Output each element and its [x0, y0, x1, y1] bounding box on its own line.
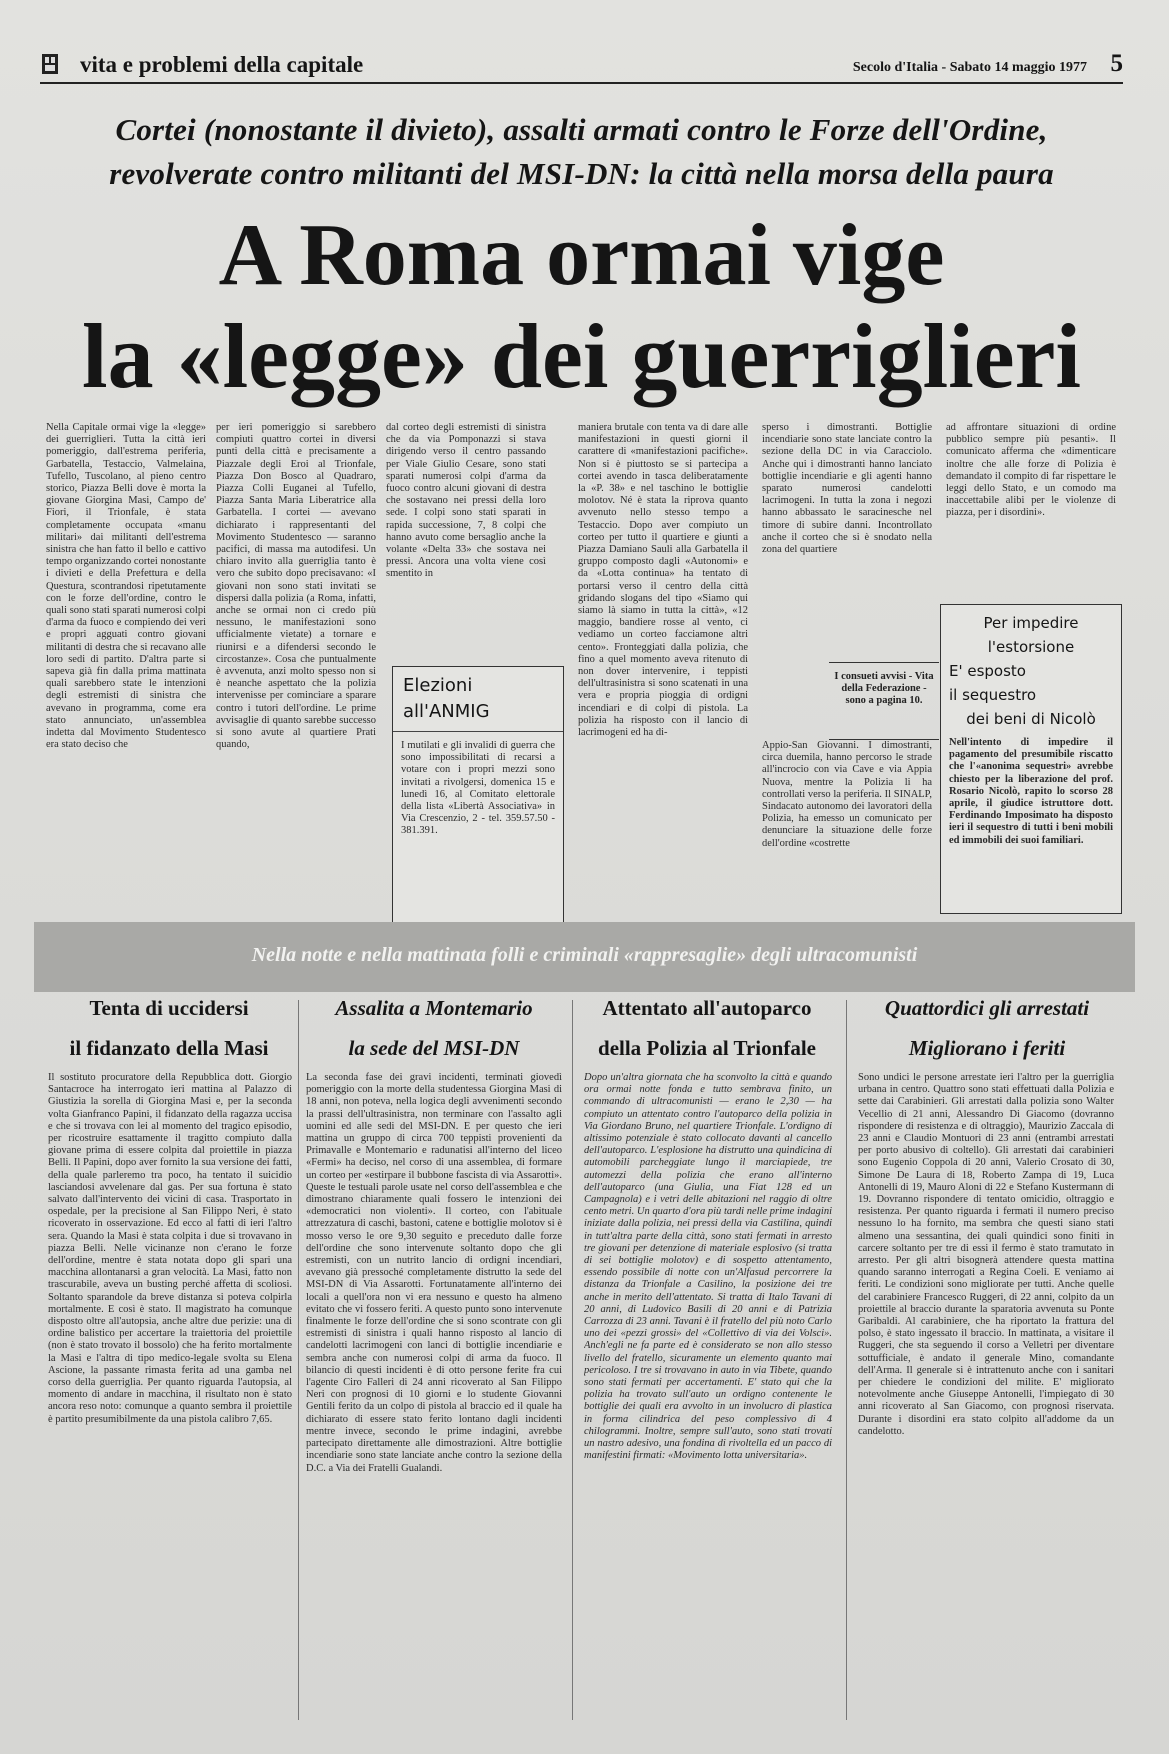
article-4-title-line-2: Migliorano i feriti [908, 1036, 1066, 1060]
nicolo-title-4: il sequestro [949, 686, 1037, 704]
federation-reference-box: I consueti avvisi - Vita della Federazione - sono a pagina 10. [829, 662, 939, 740]
main-story-column-1: Nella Capitale ormai vige la «legge» dei guerriglieri. Tutta la città ieri pomeriggio, dall'estrema periferia, Garbatella, Testaccio, Valmelaina, Tufello, Tuscolano, al pieno centro storico, Piazza Belli dove è morta la giovane Giorgina Masi, Campo de' Fiori, il Trionfale, è stata completamente occupata «manu militari» dai militanti dell'estrema sinistra che han fatto il bello e cattivo tempo organizzando cortei nonostante i divieti e della Prefettura e della Questura, scontrandosi ripetutamente con le forze dell'ordine, contro le quali sono stati sparati numerosi colpi d'arma da fuoco e compiendo dei veri e propri agguati contro giovani militanti di destra che si recavano alle loro sedi di partito. D'altra parte si sapeva già fin dalla prima mattinata quali sarebbero state le intenzioni degli estremisti di sinistra che avevano in programma, come era stato annunciato, un'assemblea indetta dal Movimento Studentesco era stato deciso che [46, 422, 206, 751]
banner-text: Nella notte e nella mattinata folli e criminali «rappresaglie» degli ultracomunisti [251, 944, 918, 966]
page-number: 5 [1110, 50, 1123, 77]
article-1-title-line-1: Tenta di uccidersi [89, 996, 249, 1020]
column-rule [298, 1000, 299, 1720]
article-1-title [44, 988, 294, 1068]
headline-line-1: A Roma ormai vige [218, 207, 945, 304]
anmig-box-body: I mutilati e gli invalidi di guerra che sono impossibilitati di recarsi a votare con i propri mezzi sono invitati a rivolgersi, domenica 15 e lunedì 16, al Comitato elettorale della lista «Libertà Associativa» in Via Crescenzio, 2 - tel. 359.57.50 - 381.391. [401, 740, 555, 837]
column-rule [846, 1000, 847, 1720]
article-3-title-line-1: Attentato all'autoparco [602, 996, 812, 1020]
nicolo-title-1: Per impedire [983, 614, 1079, 632]
headline-line-2: la «legge» dei guerriglieri [82, 305, 1081, 407]
main-story-column-4: maniera brutale con tenta va di dare alle manifestazioni in questi giorni il carattere di «manifestazioni pacifiche». Non si è piuttosto se si partecipa a cortei avendo in tasca deliberatamente la «P. 38» e nel taschino le bottiglie molotov. Né è stata la riprova quanto avvenuto nello stesso tempo a Testaccio. Dopo aver compiuto un corteo per tutto il quartiere e giunti a Piazza Damiano Sauli alla Garbatella il gruppo composto dagli «Autonomi» e da «Lotta continua» ha tentato di portarsi verso il centro della città gridando slogans del tipo «Siamo qui siamo là siamo in tutta la città», «12 maggio, bandiere rosse al vento, ci vediamo un corteo facciamone altri cento». Fronteggiati dalla polizia, che fino a quel momento aveva ritenuto di non dover intervenire, i teppisti dell'ultrasinistra si sono scatenati in una vera e propria pioggia di ordigni incendiari e di colpi di pistola. La polizia ha risposto con il lancio di lacrimogeni ed ha di- [578, 422, 748, 739]
article-2-title-line-2: la sede del MSI-DN [348, 1036, 520, 1060]
article-2-title-line-1: Assalita a Montemario [335, 996, 533, 1020]
nicolo-title-3: E' esposto [949, 662, 1026, 680]
section-title: vita e problemi della capitale [80, 52, 364, 77]
article-4-body: Sono undici le persone arrestate ieri l'altro per la guerriglia urbana in centro. Quattro sono stati effettuati dalla Polizia e sette dai Carabinieri. Gli arrestati dalla polizia sono Walter Vecellio di 21 anni, Alessandro Di Giacomo (dovranno rispondere di resistenza e di oltraggio), Maurizio Zaccala di 23 anni e Claudio Montuori di 23 anni (entrambi arrestati per porto abusivo di coltello). Gli arrestati dai carabinieri sono Eugenio Coppola di 20 anni, Valerio Crosato di 30, Simone De Laura di 18, Roberto Zampa di 19, Luca Antonelli di 19, Mauro Aloni di 22 e Stefano Kustermann di 19. Dovranno rispondere di tentato omicidio, oltraggio e resistenza. Per quanto riguarda i fermati il numero preciso nessuno lo ha fornito, ma sembra che questi siano stati almeno una sessantina, dei quali quindici sono finiti in carcere soltanto per tre di essi il fermo è stato tramutato in arresto. Per gli altri bisognerà attendere questa mattina quando saranno interrogati a Regina Coeli. E veniamo ai feriti. Le condizioni sono migliorate per tutti. Anche quelle del carabiniere Francesco Ruggeri, di 22 anni, colpito da un proiettile al braccio durante la sparatoria avvenuta su Ponte Garibaldi. Al carabiniere, che ha riportato la frattura del polso, è stato ingessato il braccio. In mattinata, a visitare il Ruggeri, che sta seguendo il corso a Velletri per diventare sottufficiale, è andato il generale Mino, comandante dell'Arma. Il generale si è intrattenuto anche con i sanitari per chiedere le condizioni del milite. E' migliorato notevolmente anche Giuseppe Antonelli, l'impiegato di 30 anni ricoverato al San Giacomo, con prognosi riservata. Durante i disordini era stato colpito all'addome da un candelotto. [858, 1072, 1114, 1437]
running-head [40, 46, 1123, 84]
nicolo-title-2: l'estorsione [987, 638, 1075, 656]
anmig-box-title: Elezioni all'ANMIG [393, 667, 563, 732]
article-2-body: La seconda fase dei gravi incidenti, terminati giovedì pomeriggio con la morte della studentessa Giorgina Masi di 18 anni, non poteva, nella logica degli avvenimenti secondo la prassi dell'ultrasinistra, non terminare con l'assalto agli uomini ed alle sedi del MSI-DN. E per questo che ieri mattina un gruppo di circa 700 teppisti provenienti da Primavalle e Montemario e radunatisi all'interno del liceo «Fermi» ha deciso, nel corso di una assemblea, di formare un corteo per «estirpare il bubbone fascista di via Assarotti». Queste le testuali parole usate nel corso dell'assemblea e che dimostrano chiaramente quali fossero le intenzioni dei «democratici non violenti». Il corteo, con l'abituale attrezzatura di caschi, bastoni, catene e bottiglie molotov si è mosso verso le ore 9,30 seguito e preceduto dalle forze dell'ordine che sono intervenute soltanto dopo che gli estremisti, con un nutrito lancio di ordigni incendiari, avevano già pressoché completamente distrutto la sede del MSI-DN di Via Assarotti. Fortunatamente all'interno dei locali a quell'ora non vi era nessuno e questo ha almeno evitato che vi fossero feriti. A questo punto sono intervenute finalmente le forze dell'ordine che si sono scontrate con gli estremisti di sinistra i quali hanno risposto al lancio di candelotti lacrimogeni con lanci di bottiglie incendiarie e sembra anche con numerosi colpi di arma da fuoco. Il bilancio di questi incidenti è di otto persone ferite fra cui l'agente Ciro Falleri di 24 anni ricoverato al San Filippo Neri con prognosi di 10 giorni e lo studente Giovanni Gentili ferito da un colpo di pistola al braccio ed il quale ha dichiarato di essere stato ferito lontano dagli incidenti mentre invece, secondo le prime indagini, avrebbe partecipato direttamente alle dimostrazioni. Altre bottiglie incendiarie sono state lanciate anche contro la sezione della D.C. a Via dei Fratelli Gualandi. [306, 1072, 562, 1474]
article-2-title [302, 988, 566, 1068]
main-story-column-2: per ieri pomeriggio si sarebbero compiuti quattro cortei in diversi punti della città e precisamente a Piazzale degli Eroi al Trionfale, Piazza Don Bosco al Quadraro, Piazza Colli Euganei al Tufello, Piazza Santa Maria Liberatrice alla Garbatella. I cortei — avevano dichiarato i rappresentanti del Movimento Studentesco — saranno pacifici, di massa ma autodifesi. Un chiaro invito alla guerriglia tanto è vero che subito dopo precisavano: «I giovani non sono stati invitati se dispersi dalla polizia (a Roma, infatti, anche se ormai non ci credo più nessuno, le manifestazioni sono ufficialmente vietate) a tornare e riunirsi e a difendersi secondo le circostanze». Cosa che puntualmente è avvenuta, anzi molto spesso non si è neanche aspettato che la polizia intervenisse per cominciare a sparare contro i tutori dell'ordine. Le prime avvisaglie di quanto sarebbe successo si sono avute al quartiere Prati quando, [216, 422, 376, 751]
main-story-column-5a: sperso i dimostranti. Bottiglie incendiarie sono state lanciate contro la sezione della DC in via Caracciolo. Anche qui i dimostranti hanno lanciato bottiglie incendiarie e gli agenti hanno sparato numerosi candelotti lacrimogeni. In tutta la zona i negozi hanno abbassato le saracinesche nel timore di subire danni. Incontrollato anche il corteo che si è snodato nella zona del quartiere [762, 422, 932, 556]
issue-date: Secolo d'Italia - Sabato 14 maggio 1977 [852, 60, 1087, 75]
masthead-emblem-icon [42, 54, 58, 74]
nicolo-title-5: dei beni di Nicolò [966, 710, 1096, 728]
article-1-title-line-2: il fidanzato della Masi [69, 1036, 269, 1060]
article-1-body: Il sostituto procuratore della Repubblica dott. Giorgio Santacroce ha interrogato ieri mattina al Palazzo di Giustizia la sorella di Giorgina Masi e, per la seconda volta Gianfranco Papini, il fidanzato della ragazza uccisa e che si trovava con lei al momento del tragico episodio, per ricostruire esattamente il tragitto compiuto dalla giovane prima di essere colpita dal proiettile in piazza Belli. Il Papini, dopo aver fornito la sua versione dei fatti, della quale parleremo tra poco, ha tentato il suicidio lasciandosi avvelenare dal gas. Per sua fortuna è stato salvato dall'intervento dei vicini di casa. Trasportato in ospedale, per la precisione al San Filippo Neri, è stato ricoverato in osservazione. Ed ecco al fatti di ieri l'altro sera. Quando la Masi è stata colpita i due si trovavano in piazza Belli. Nelle vicinanze non c'erano le forze dell'ordine, mentre è stata notata dopo gli spari una macchina allontanarsi a gran velocità. La Masi, fatto non trascurabile, aveva un busting perché affetta di scoliosi. Soltanto sparandole da breve distanza si poteva colpirla mortalmente. E così è stato. Il magistrato ha comunque disposto oltre all'autopsia, anche altre due perizie: una di ordine balistico per accertare la traiettoria del proiettile (non è stato trovato il bossolo) che ha ferito mortalmente la Masi e l'altra di tipo medico-legale svolta su Elena Ascione, la passante rimasta ferita ad una gamba nel corso della guerriglia. Per quanto riguarda l'autopsia, al momento di andare in macchina, il risultato non è stato ancora reso noto: comunque a quanto sembra il proiettile è partito presumibilmente da una pistola calibro 7,65. [48, 1072, 292, 1425]
nicolo-box-header [941, 605, 1121, 735]
main-story-column-6: ad affrontare situazioni di ordine pubblico sempre più pesanti». Il comunicato afferma che «dimenticare inoltre che alle forze di Polizia è demandato il compito di far rispettare le leggi dello Stato, e un comodo ma inaccettabile alibi per le violenze di piazza, per i disordini». [946, 422, 1116, 519]
article-3-title [572, 988, 842, 1068]
article-4-title [848, 988, 1126, 1068]
kicker-line-2: revolverate contro militanti del MSI-DN: la città nella morsa della paura [109, 156, 1054, 191]
anmig-box [392, 666, 564, 934]
main-story-column-5b: Appio-San Giovanni. I dimostranti, circa duemila, hanno percorso le strade all'incrocio con via Cave e via Appia Nuova, mentre la Polizia li ha controllati verso la periferia. Il SINALP, Sindacato autonomo dei lavoratori della Polizia, ha emesso un comunicato per denunciare la situazione delle forze dell'ordine «costrette [762, 740, 932, 849]
article-3-title-line-2: della Polizia al Trionfale [598, 1036, 816, 1060]
article-3-body: Dopo un'altra giornata che ha sconvolto la città e quando ora ormai notte fonda e tutto sembrava finito, un commando di ultracomunisti — erano le 2,30 — ha compiuto un attentato contro l'autoparco della polizia in Via Giordano Bruno, nel quartiere Trionfale. L'ordigno di altissimo potenziale è stato collocato davanti al cancello dell'autoparco. L'esplosione ha distrutto una quindicina di automobili parcheggiate lungo il marciapiede, tre automezzi della polizia che erano all'interno dell'autoparco (una Giulia, una Fiat 128 ed un Campagnola) e i vetri delle abitazioni nel raggio di oltre cento metri. Un quarto d'ora più tardi nelle prime indagini iniziate dalla polizia, nei pressi della via Castilina, quindi in tutt'altra parte della città, sono stati fermati in arresto tre giovani per detenzione di materiale esplosivo (si tratta di sei bottiglie molotov) e di sospetto attentamento, essendo possibile di notte con un'Alfasud percorrere la distanza da Trionfale a Casilino, la posizione dei tre anche in merito dell'attentato. Si tratta di Italo Tavani di 20 anni, di Ludovico Basili di 20 anni e di Patrizia Carrozza di 23 anni. Tavani è il fratello del più noto Carlo uno dei «pezzi grossi» del «Collettivo di via dei Volsci». Anch'egli ne fa parte ed è considerato se non allo stesso livello del fratello, sicuramente un elemento quanto mai pericoloso. I tre si trovavano in auto in via Tibete, quando sono stati fermati per accertamenti. E' stato qui che la polizia ha trovato sull'auto un ordigno contenente le bottiglie dei quali era avvolto in un involucro di plastica in forma cilindrica del peso complessivo di 4 chilogrammi. Inoltre, sempre sull'auto, sono stati trovati un nastro adesivo, una fondina di rivoltella ed un pacco di manifestini firmati: «Movimento lotta universitaria». [584, 1072, 832, 1462]
kicker-line-1: Cortei (nonostante il divieto), assalti armati contro le Forze dell'Ordine, [115, 112, 1048, 147]
main-story-column-3: dal corteo degli estremisti di sinistra che da via Pomponazzi si stava dirigendo verso il centro passando per Viale Giulio Cesare, sono stati sparati numerosi colpi d'arma da fuoco contro alcuni giovani di destra che sostavano nei pressi della loro sede. I colpi sono stati sparati in rapida successione, 7, 8 colpi che hanno avuto come bersaglio anche la volante «Delta 33» che sostava nei pressi. Ancora una volta viene così smentito in [386, 422, 546, 580]
section-banner [34, 922, 1135, 992]
nicolo-box [940, 604, 1122, 914]
article-4-title-line-1: Quattordici gli arrestati [884, 996, 1090, 1020]
column-rule [572, 1000, 573, 1720]
nicolo-box-body: Nell'intento di impedire il pagamento del presumibile riscatto che l'«anonima sequestri» avrebbe chiesto per la liberazione del prof. Rosario Nicolò, rapito lo scorso 28 aprile, il giudice istruttore dott. Ferdinando Imposimato ha disposto ieri il sequestro di tutti i beni mobili ed immobili dei suoi familiari. [949, 737, 1113, 846]
